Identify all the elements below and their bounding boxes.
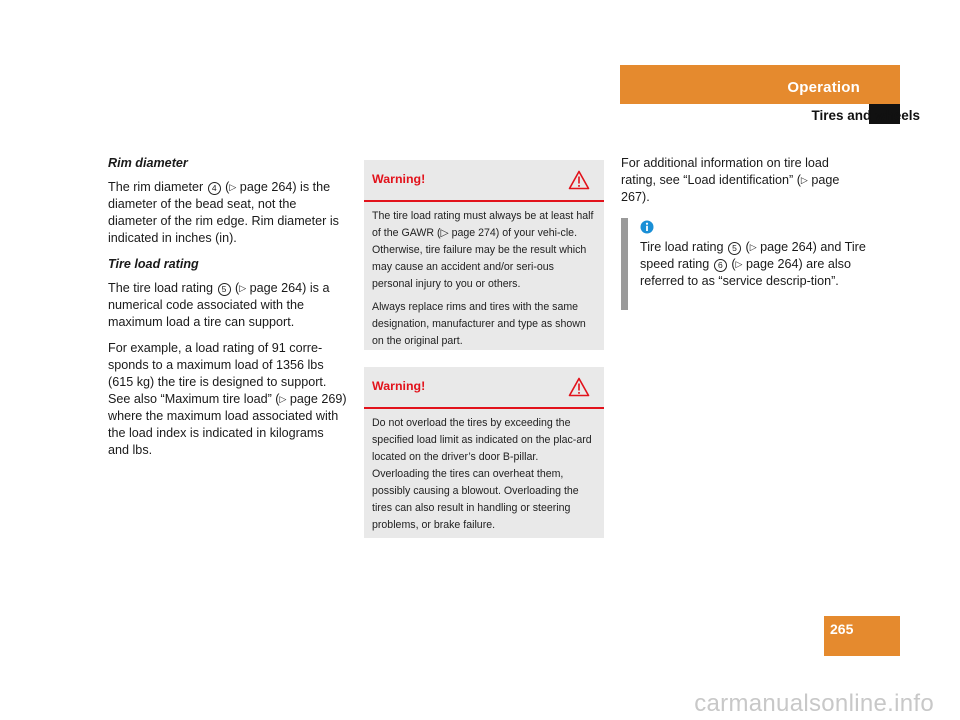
warning-box-overload xyxy=(364,367,604,538)
left-column xyxy=(108,155,348,468)
page-number: 265 xyxy=(830,621,854,637)
rim-diameter-heading: Rim diameter xyxy=(108,156,188,170)
callout-number-4: 4 xyxy=(208,182,221,195)
load-rating-example-text: For example, a load rating of 91 corre-sponds to a maximum load of 1356 lbs (615 kg) the tire is designed to support. See also “Maximum tire load” (▷ page 269) where the maximum load associated with the load index is indicated in kilograms and lbs. xyxy=(108,341,347,457)
right-column xyxy=(621,155,866,215)
header-subsection-title: Tires and wheels xyxy=(811,108,920,123)
info-note-text: Tire load rating 5 (▷ page 264) and Tire speed rating 6 (▷ page 264) are also referred to as “service descrip-tion”. xyxy=(640,240,866,288)
warning-body xyxy=(364,409,604,534)
page-ref-arrow-icon: ▷ xyxy=(279,394,287,404)
page-ref-arrow-icon: ▷ xyxy=(440,227,449,239)
page-ref-arrow-icon: ▷ xyxy=(800,175,808,185)
tire-load-rating-heading: Tire load rating xyxy=(108,257,199,271)
header-section-box xyxy=(620,65,900,104)
callout-number-6: 6 xyxy=(714,259,727,272)
callout-number-5: 5 xyxy=(728,242,741,255)
page-ref-arrow-icon: ▷ xyxy=(229,182,237,192)
info-icon xyxy=(640,220,654,234)
watermark: carmanualsonline.info xyxy=(694,690,934,717)
callout-number-5: 5 xyxy=(218,283,231,296)
header-section-title: Operation xyxy=(787,79,860,96)
warning-text: The tire load rating must always be at least half of the GAWR (▷ page 274) of your vehi-cle. Otherwise, tire failure may be the result which may cause an accident and/or seri-ous personal injury to you or others. xyxy=(372,210,594,290)
warning-body xyxy=(364,202,604,350)
warning-label: Warning! xyxy=(372,379,426,393)
page-ref-arrow-icon: ▷ xyxy=(749,242,757,252)
rim-diameter-text: The rim diameter 4 (▷ page 264) is the diameter of the bead seat, not the diameter of the rim edge. Rim diameter is indicated in inches (in). xyxy=(108,180,339,245)
warning-text: Do not overload the tires by exceeding the specified load limit as indicated on the plac-ard located on the driver’s door B-pillar. Overloading the tires can overheat them, possibly causing a blowout. Overloading the tires can also result in handling or steering problems, or brake failure. xyxy=(372,417,592,531)
warning-triangle-icon xyxy=(568,170,590,190)
warning-header xyxy=(364,367,604,409)
tire-load-rating-text: The tire load rating 5 (▷ page 264) is a numerical code associated with the maximum load a tire can support. xyxy=(108,281,330,329)
page-number-box xyxy=(824,616,900,656)
info-note-bar xyxy=(621,218,628,310)
warning-text-replace: Always replace rims and tires with the same designation, manufacturer and type as shown on the original part. xyxy=(372,301,586,347)
warning-triangle-icon xyxy=(568,377,590,397)
warning-label: Warning! xyxy=(372,172,426,186)
warning-box-gawr xyxy=(364,160,604,350)
warning-header xyxy=(364,160,604,202)
page-ref-arrow-icon: ▷ xyxy=(239,283,247,293)
additional-info-text: For additional information on tire load rating, see “Load identification” (▷ page 267). xyxy=(621,156,840,204)
page-ref-arrow-icon: ▷ xyxy=(735,259,743,269)
